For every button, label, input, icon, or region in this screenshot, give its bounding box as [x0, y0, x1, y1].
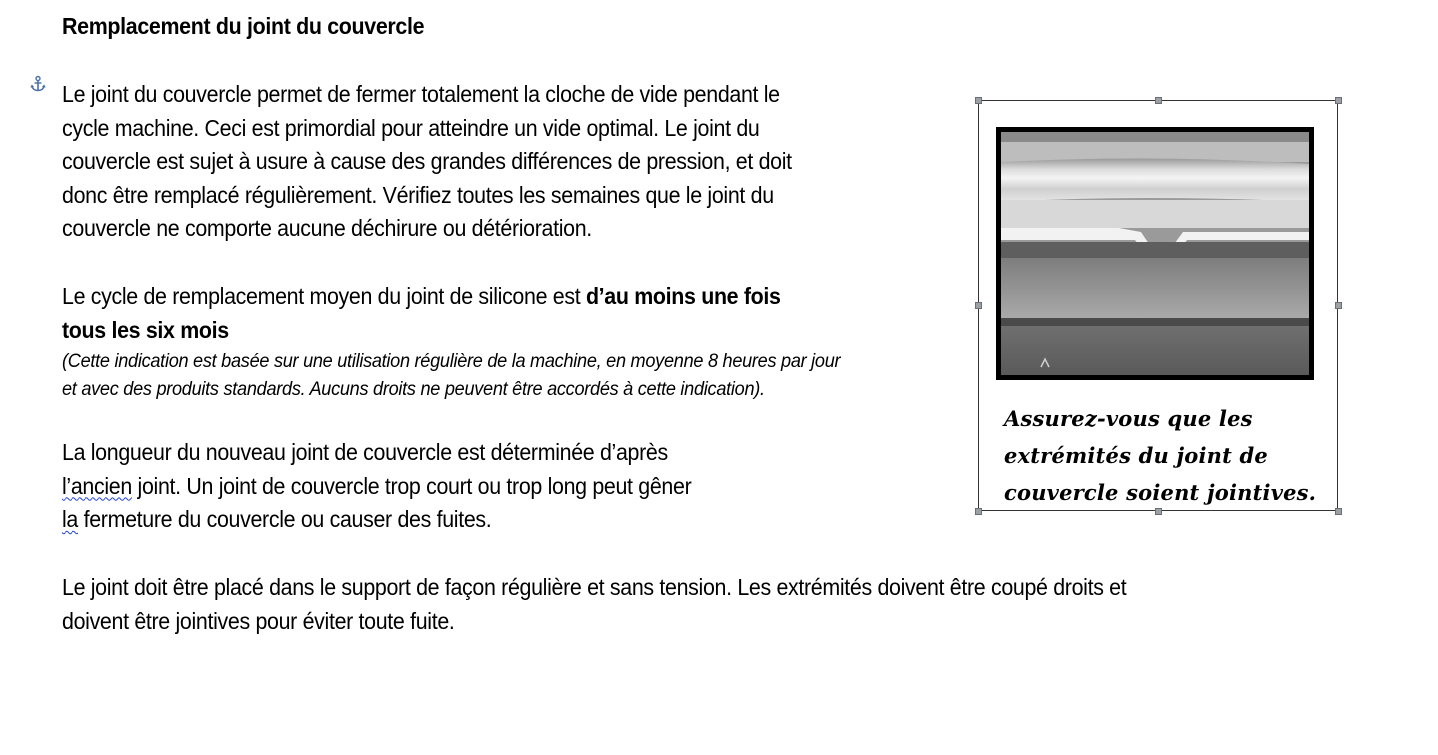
- paragraph-seal-purpose: [62, 78, 927, 246]
- resize-handle[interactable]: [1335, 302, 1342, 309]
- text-line: [62, 470, 834, 504]
- anchor-icon[interactable]: [29, 75, 47, 95]
- text-line: couvercle est sujet à usure à cause des grandes différences de pression, et doit: [62, 148, 792, 175]
- figure-caption: [1004, 400, 1324, 511]
- note-line: (Cette indication est basée sur une utilisation régulière de la machine, en moyenne 8 heures par jour: [62, 350, 841, 372]
- seal-photo: [996, 127, 1314, 380]
- text-line: Le joint doit être placé dans le support de façon régulière et sans tension. Les extrémités doivent être coupé droits et: [62, 574, 1127, 600]
- text-line: couvercle ne comporte aucune déchirure ou détérioration.: [62, 215, 592, 242]
- caption-line: couvercle soient jointives.: [1004, 480, 1317, 505]
- text-line: Le joint du couvercle permet de fermer totalement la cloche de vide pendant le: [62, 81, 780, 107]
- text-line: donc être remplacé régulièrement. Vérifiez toutes les semaines que le joint du: [62, 181, 774, 208]
- text-run: fermeture du couvercle ou causer des fuites.: [77, 506, 492, 533]
- spellcheck-flagged-word[interactable]: la: [62, 506, 78, 533]
- resize-handle[interactable]: [1155, 97, 1162, 104]
- resize-handle[interactable]: [975, 508, 982, 515]
- italic-note: [62, 347, 946, 403]
- text-line: La longueur du nouveau joint de couvercle est déterminée d’après: [62, 439, 668, 465]
- text-line: [62, 503, 834, 537]
- text-line: doivent être jointives pour éviter toute fuite.: [62, 607, 455, 634]
- resize-handle[interactable]: [975, 302, 982, 309]
- section-heading: Remplacement du joint du couvercle: [62, 13, 425, 39]
- caption-line: Assurez-vous que les: [1004, 406, 1253, 431]
- text-line: [62, 280, 927, 314]
- note-line: et avec des produits standards. Aucuns droits ne peuvent être accordés à cette indication).: [62, 378, 765, 400]
- paragraph-replacement-cycle: [62, 280, 927, 347]
- caption-line: extrémités du joint de: [1004, 443, 1268, 468]
- text-line: cycle machine. Ceci est primordial pour atteindre un vide optimal. Le joint du: [62, 114, 760, 141]
- text-run: Le cycle de remplacement moyen du joint de silicone est: [62, 283, 586, 309]
- paragraph-seal-length: [62, 436, 834, 537]
- resize-handle[interactable]: [975, 97, 982, 104]
- bold-text-run: d’au moins une fois: [585, 283, 781, 309]
- spellcheck-flagged-word[interactable]: l’ancien: [62, 472, 132, 499]
- text-run: joint. Un joint de couvercle trop court ou trop long peut gêner: [131, 472, 692, 499]
- bold-text-line: tous les six mois: [62, 316, 229, 343]
- paragraph-seal-placement: [62, 571, 1299, 638]
- resize-handle[interactable]: [1335, 97, 1342, 104]
- resize-handle[interactable]: [1335, 508, 1342, 515]
